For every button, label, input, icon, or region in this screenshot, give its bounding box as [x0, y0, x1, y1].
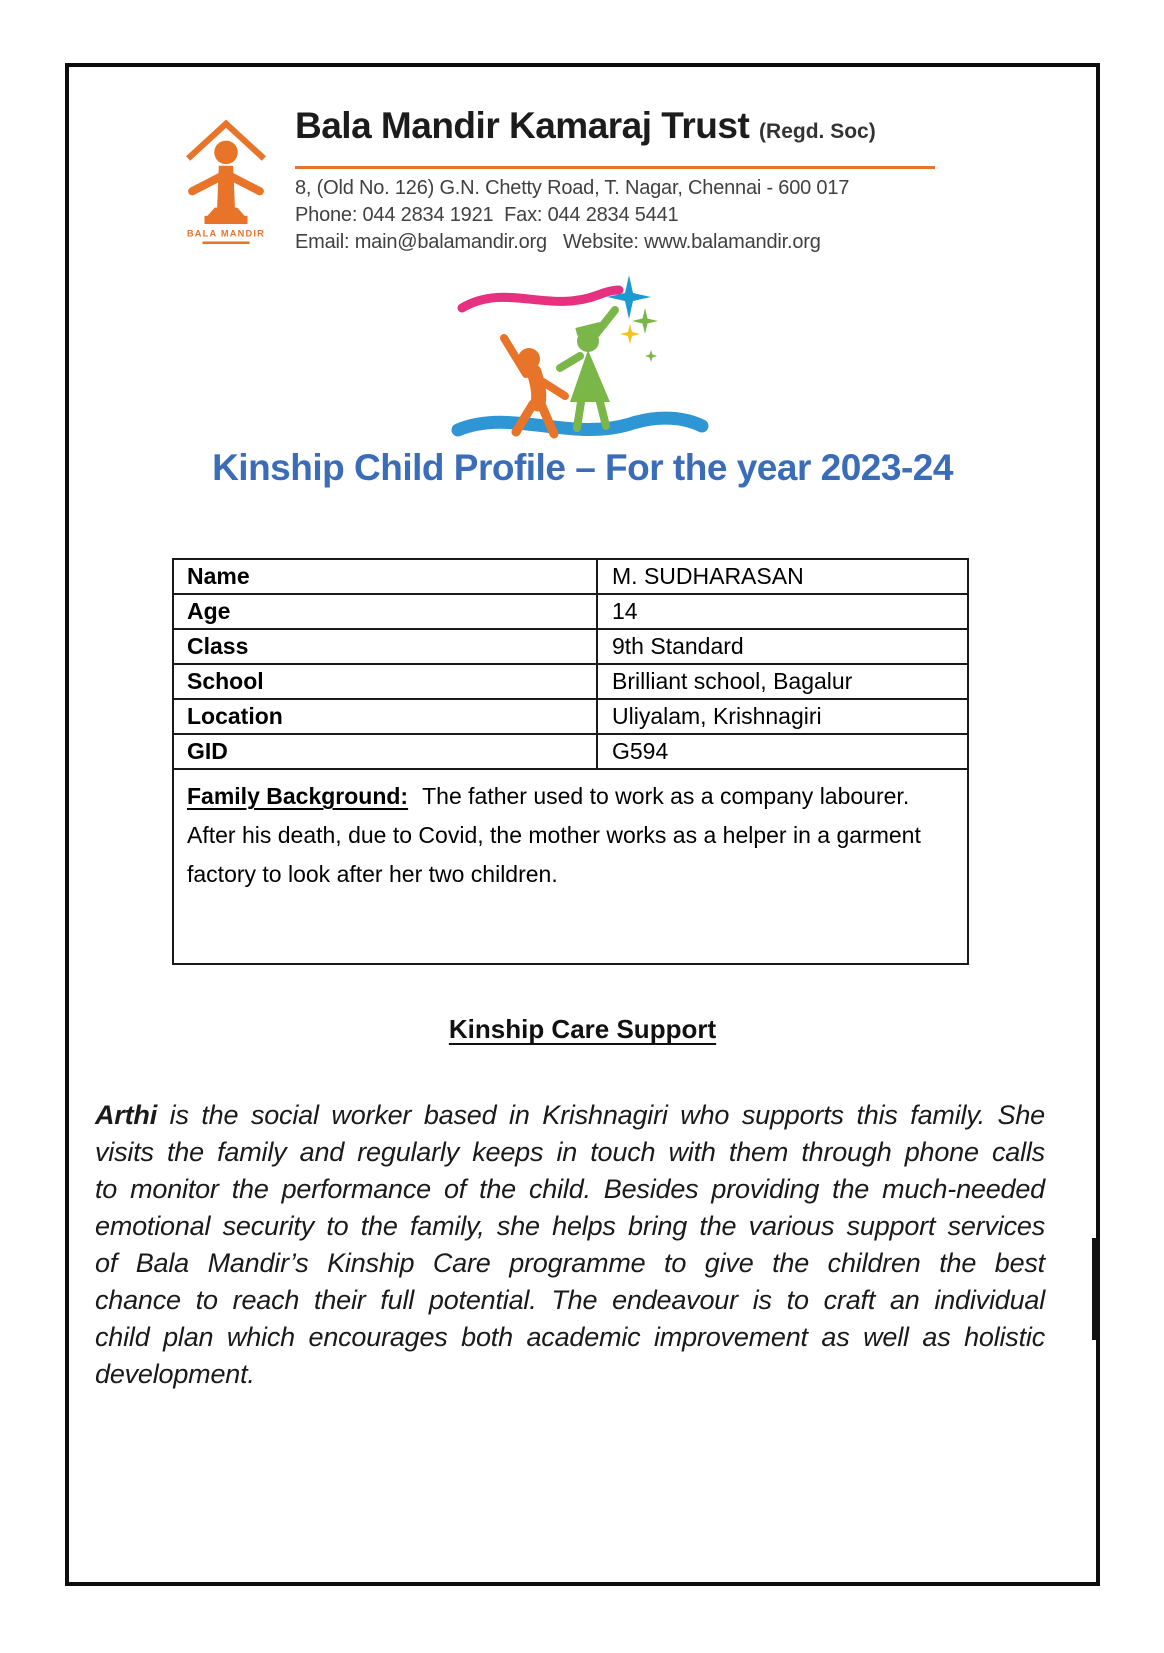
row-value: Brilliant school, Bagalur [597, 664, 968, 699]
support-paragraph [95, 1097, 1045, 1393]
social-worker-name: Arthi [95, 1100, 157, 1130]
row-label: Location [173, 699, 597, 734]
table-row [173, 559, 968, 594]
table-row [173, 664, 968, 699]
address-line: 8, (Old No. 126) G.N. Chetty Road, T. Nagar, Chennai - 600 017 [295, 177, 850, 199]
table-row [173, 594, 968, 629]
scan-artifact-mark [1092, 1238, 1100, 1340]
letterhead [295, 100, 945, 256]
pink-ribbon-icon [462, 290, 619, 308]
logo-caption: BALA MANDIR [186, 228, 266, 239]
logo-base-bar-icon [205, 216, 248, 224]
row-value: M. SUDHARASAN [597, 559, 968, 594]
green-child-icon [560, 310, 615, 428]
bala-mandir-logo [183, 110, 269, 248]
row-label: Age [173, 594, 597, 629]
row-value: 14 [597, 594, 968, 629]
row-value: G594 [597, 734, 968, 769]
letterhead-rule [295, 166, 935, 169]
logo-base-flare-icon [207, 208, 246, 217]
row-label: School [173, 664, 597, 699]
children-emblem [448, 262, 712, 460]
phone-fax-line: Phone: 044 2834 1921 Fax: 044 2834 5441 [295, 204, 679, 226]
row-label: Class [173, 629, 597, 664]
row-label: GID [173, 734, 597, 769]
support-paragraph-body: is the social worker based in Krishnagiri who supports this family. She visits the family and regularly keeps in touch with them through phone calls to monitor the performance of the child. Besides providing the much-needed emotional security to the family, she helps bring the various support services of Bala Mandir’s Kinship Care programme to give the children the best chance to reach their full potential. The endeavour is to craft an individual child plan which encourages both academic improvement as well as holistic development. [95, 1100, 1045, 1389]
support-heading-text: Kinship Care Support [448, 1014, 717, 1044]
logo-head-icon [214, 141, 238, 165]
email-website-line: Email: main@balamandir.org Website: www.balamandir.org [295, 231, 821, 253]
family-background-text: The father used to work as a company labourer. After his death, due to Covid, the mother works as a helper in a garment factory to look after her two children. [187, 783, 921, 887]
org-name-line [295, 100, 945, 158]
row-value: Uliyalam, Krishnagiri [597, 699, 968, 734]
family-background-cell [173, 769, 968, 964]
org-name: Bala Mandir Kamaraj Trust [295, 105, 750, 146]
table-row [173, 629, 968, 664]
table-row [173, 699, 968, 734]
table-row-family-background [173, 769, 968, 964]
family-background-label: Family Background: [187, 783, 409, 809]
row-value: 9th Standard [597, 629, 968, 664]
row-label: Name [173, 559, 597, 594]
logo-caption-rule [202, 241, 249, 244]
document-title: Kinship Child Profile – For the year 2023-24 [212, 447, 953, 488]
logo-torso-icon [217, 166, 235, 215]
profile-table [172, 558, 969, 965]
support-section-heading [65, 1014, 1100, 1045]
table-row [173, 734, 968, 769]
org-suffix: (Regd. Soc) [759, 120, 876, 143]
